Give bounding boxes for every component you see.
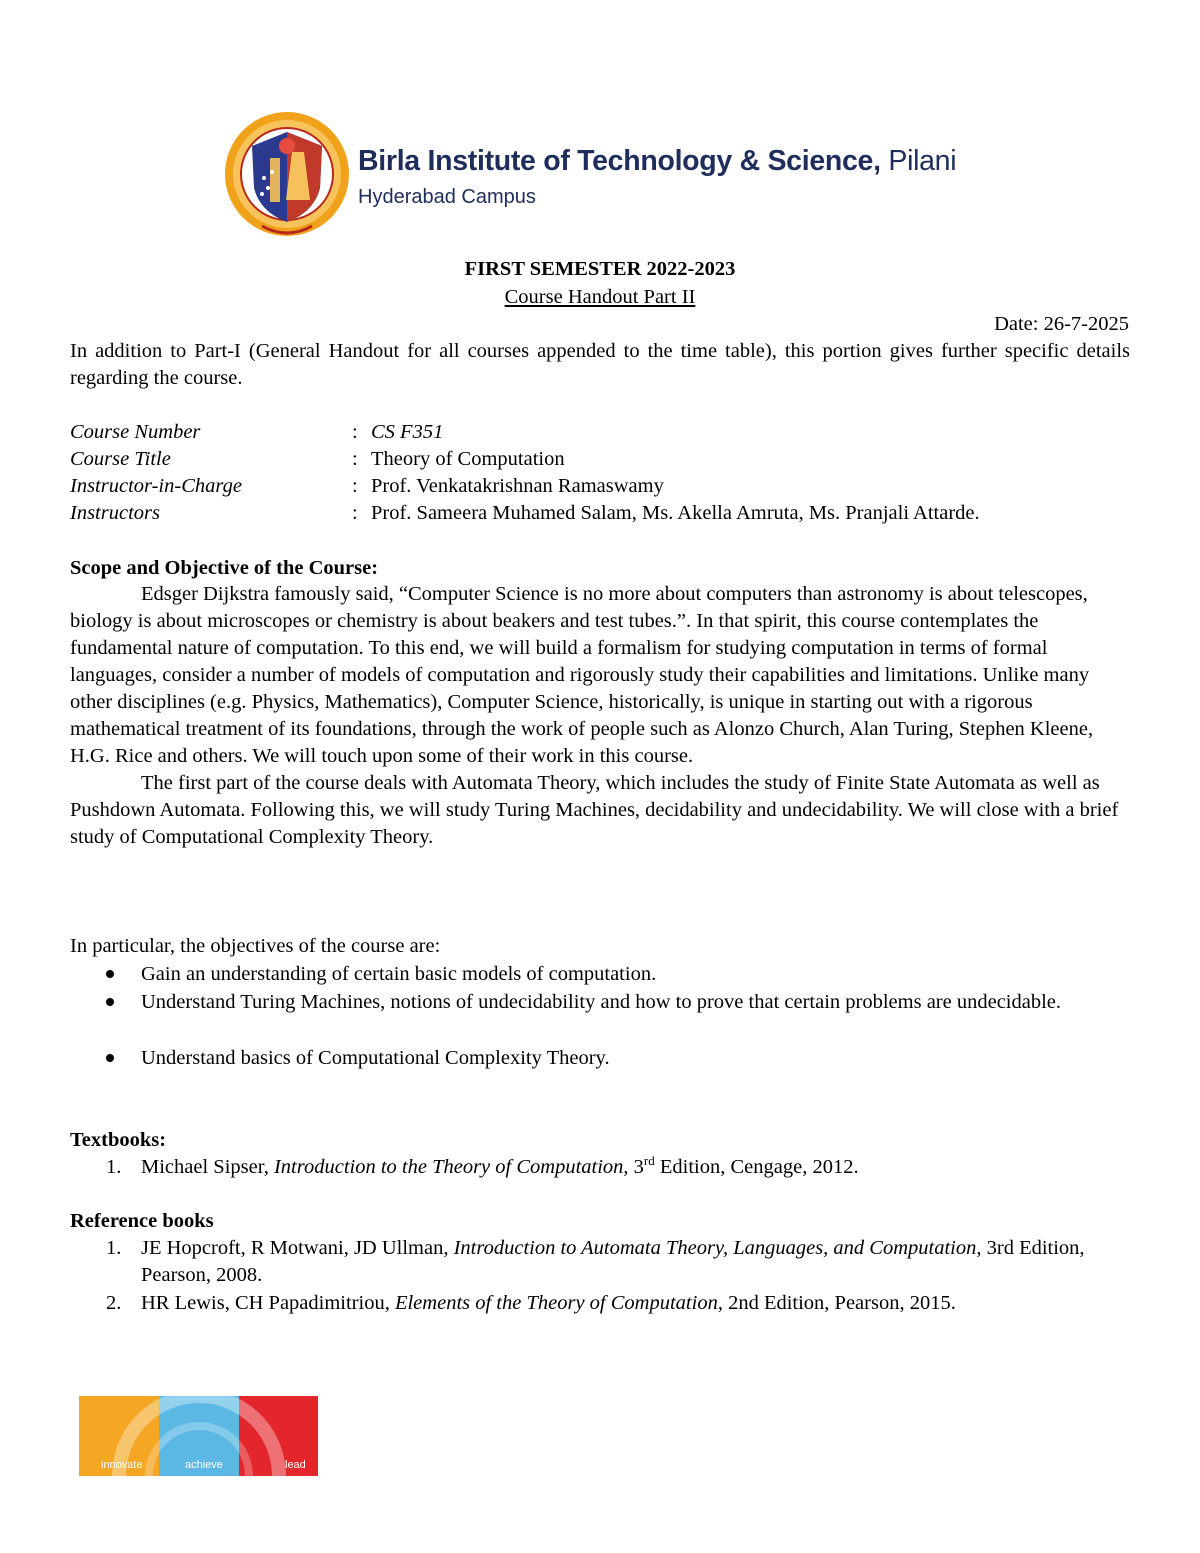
date-line: Date: 26-7-2025 bbox=[994, 313, 1129, 335]
bullet-icon bbox=[106, 998, 114, 1006]
instructor-in-charge-label: Instructor-in-Charge bbox=[70, 475, 242, 497]
objectives-intro: In particular, the objectives of the course are: bbox=[70, 935, 441, 957]
book-title: Elements of the Theory of Computation, bbox=[394, 1292, 723, 1314]
textbook-item: Michael Sipser, Introduction to the Theory of Computation, 3rd Edition, Cengage, 2012. bbox=[141, 1153, 859, 1178]
references-heading: Reference books bbox=[70, 1210, 214, 1232]
scope-paragraph: Edsger Dijkstra famously said, “Computer Science is no more about computers than astronomy is about telescopes, biology is about microscopes or chemistry is about beakers and test tubes.”. In that spirit, this course contemplates the fundamental nature of computation. To this end, we will build a formalism for studying computation in terms of formal languages, consider a number of models of computation and rigorously study their capabilities and limitations. Unlike many other disciplines (e.g. Physics, Mathematics), Computer Science, historically, is unique in starting out with a rigorous mathematical treatment of its foundations, through the work of people such as Alonzo Church, Alan Turing, Stephen Kleene, H.G. Rice and others. We will touch upon some of their work in this course. bbox=[70, 583, 1094, 767]
instructors-value: Prof. Sameera Muhamed Salam, Ms. Akella Amruta, Ms. Pranjali Attarde. bbox=[371, 502, 980, 524]
footer-word: achieve bbox=[185, 1459, 223, 1471]
list-number: 1. bbox=[106, 1237, 122, 1259]
intro-paragraph: In addition to Part-I (General Handout for all courses appended to the time table), this portion gives further specific details regarding the course. bbox=[70, 340, 1130, 389]
book-title: Introduction to Automata Theory, Languages, and Computation, bbox=[453, 1237, 982, 1259]
detail-colon: : bbox=[352, 475, 358, 497]
semester-title: FIRST SEMESTER 2022-2023 bbox=[464, 258, 736, 280]
university-seal-icon bbox=[222, 108, 352, 248]
campus-name: Hyderabad Campus bbox=[358, 186, 536, 208]
list-number: 1. bbox=[106, 1156, 122, 1178]
footer-word: innovate bbox=[101, 1459, 143, 1471]
scope-heading: Scope and Objective of the Course: bbox=[70, 557, 379, 579]
scope-body bbox=[70, 581, 1134, 851]
detail-colon: : bbox=[352, 502, 358, 524]
handout-title: Course Handout Part II bbox=[504, 286, 696, 308]
objective-item: Understand basics of Computational Complexity Theory. bbox=[141, 1047, 610, 1069]
textbooks-heading: Textbooks: bbox=[70, 1129, 167, 1151]
detail-colon: : bbox=[352, 421, 358, 443]
footer-logo bbox=[79, 1396, 318, 1476]
objective-item: Understand Turing Machines, notions of undecidability and how to prove that certain problems are undecidable. bbox=[141, 991, 1062, 1013]
reference-item: JE Hopcroft, R Motwani, JD Ullman, Introduction to Automata Theory, Languages, and Computation, 3rd Edition, Pearson, 2008. bbox=[141, 1237, 1085, 1286]
reference-item: HR Lewis, CH Papadimitriou, Elements of the Theory of Computation, 2nd Edition, Pearson, 2015. bbox=[141, 1292, 956, 1314]
course-title-label: Course Title bbox=[70, 448, 171, 470]
course-number-value: CS F351 bbox=[371, 421, 444, 443]
instructor-in-charge-value: Prof. Venkatakrishnan Ramaswamy bbox=[371, 475, 664, 497]
detail-colon: : bbox=[352, 448, 358, 470]
bullet-icon bbox=[106, 970, 114, 978]
instructors-label: Instructors bbox=[70, 502, 160, 524]
org-name-suffix: Pilani bbox=[888, 145, 957, 177]
header-logo bbox=[222, 108, 982, 248]
objective-item: Gain an understanding of certain basic models of computation. bbox=[141, 963, 657, 985]
scope-paragraph: The first part of the course deals with Automata Theory, which includes the study of Finite State Automata as well as Pushdown Automata. Following this, we will study Turing Machines, decidability and undecidability. We will close with a brief study of Computational Complexity Theory. bbox=[70, 772, 1119, 848]
course-title-value: Theory of Computation bbox=[371, 448, 565, 470]
course-number-label: Course Number bbox=[70, 421, 201, 443]
list-number: 2. bbox=[106, 1292, 122, 1314]
footer-word: lead bbox=[285, 1459, 306, 1471]
book-title: Introduction to the Theory of Computation, bbox=[273, 1156, 629, 1178]
org-name: Birla Institute of Technology & Science, Pilani bbox=[358, 145, 957, 177]
bullet-icon bbox=[106, 1054, 114, 1062]
